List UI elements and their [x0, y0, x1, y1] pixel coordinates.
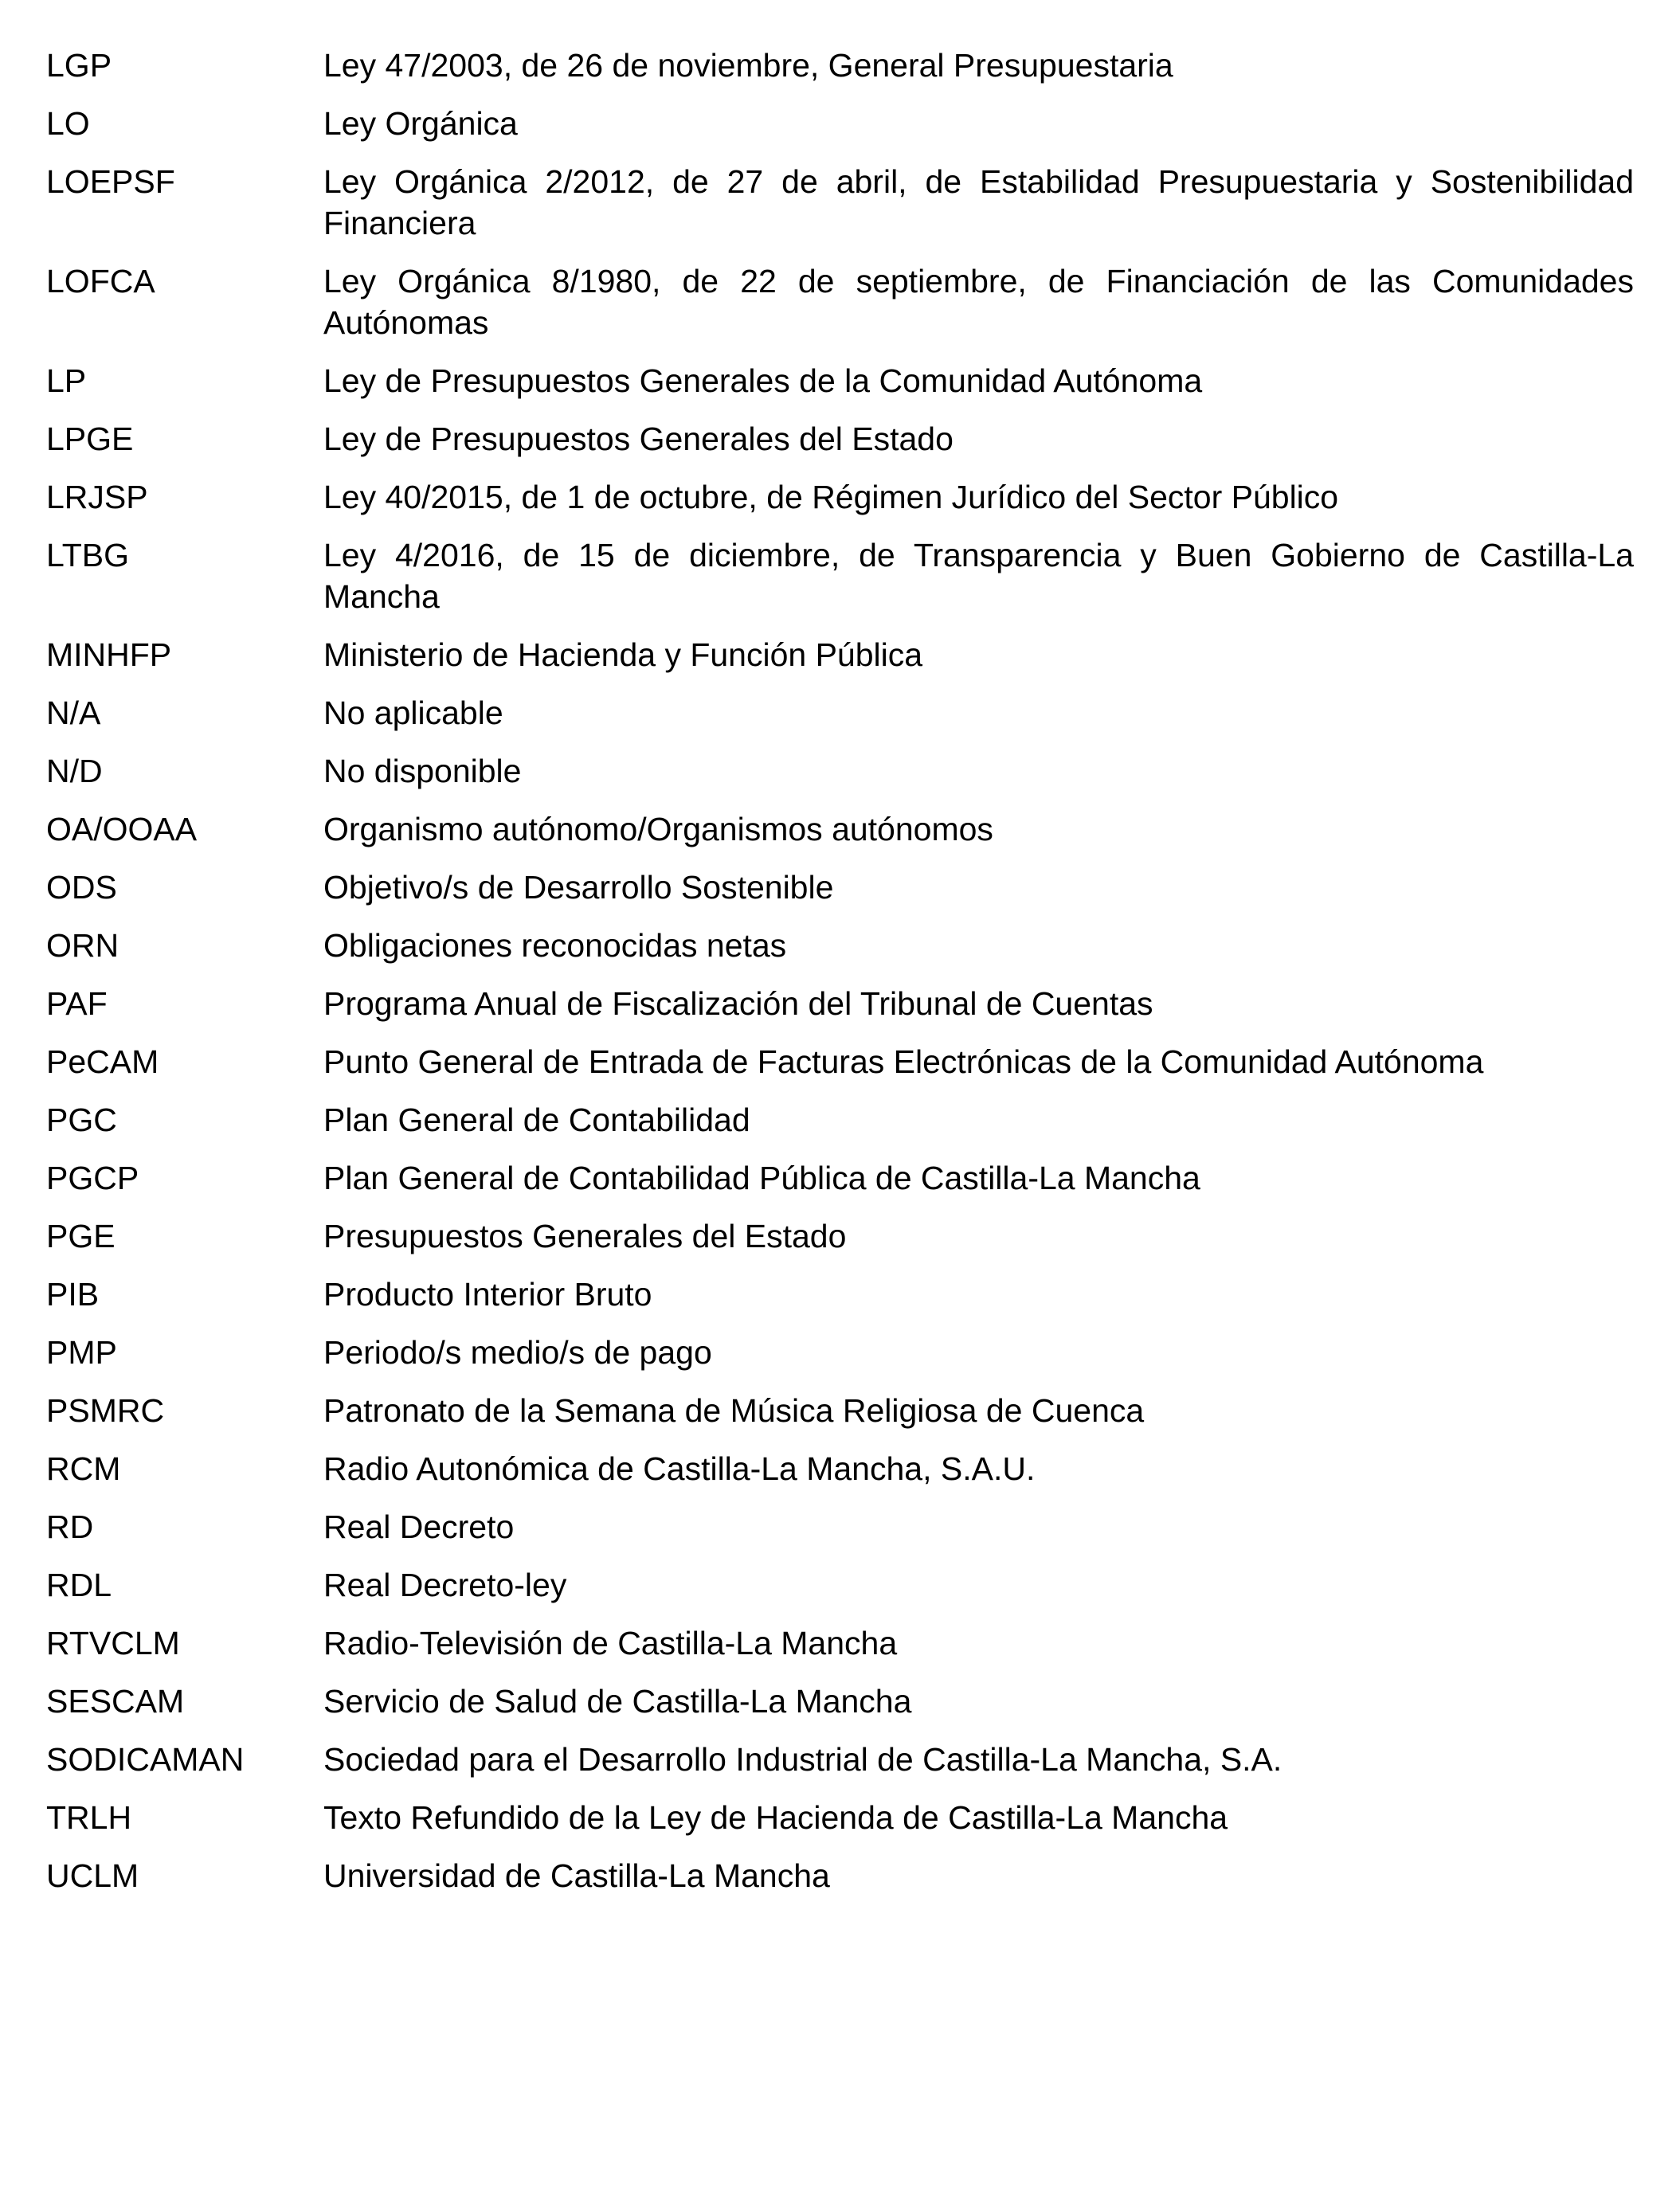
glossary-entry	[46, 1448, 1634, 1489]
glossary-entry	[46, 692, 1634, 734]
entry-abbreviation: N/D	[46, 753, 103, 789]
glossary-entry	[46, 161, 1634, 244]
entry-abbreviation: RTVCLM	[46, 1625, 180, 1661]
glossary-entry	[46, 534, 1634, 617]
entry-definition: Ley Orgánica 2/2012, de 27 de abril, de Estabilidad Presupuestaria y Sostenibilidad Financiera	[323, 163, 1634, 241]
entry-definition: Plan General de Contabilidad Pública de Castilla-La Mancha	[323, 1160, 1200, 1196]
glossary-entry	[46, 750, 1634, 792]
entry-abbreviation: LGP	[46, 47, 112, 84]
entry-abbreviation: LOEPSF	[46, 163, 175, 200]
entry-definition: Presupuestos Generales del Estado	[323, 1218, 847, 1254]
entry-abbreviation: PeCAM	[46, 1043, 159, 1080]
entry-abbreviation: ODS	[46, 869, 117, 906]
entry-abbreviation: N/A	[46, 695, 101, 731]
entry-definition: Organismo autónomo/Organismos autónomos	[323, 811, 993, 847]
glossary-entry	[46, 634, 1634, 675]
glossary-entry	[46, 808, 1634, 850]
entry-abbreviation: PAF	[46, 985, 108, 1022]
entry-definition: Punto General de Entrada de Facturas Electrónicas de la Comunidad Autónoma	[323, 1043, 1484, 1080]
entry-definition: Radio-Televisión de Castilla-La Mancha	[323, 1625, 898, 1661]
entry-definition: No disponible	[323, 753, 522, 789]
abbreviations-list	[46, 45, 1634, 1913]
glossary-entry	[46, 1739, 1634, 1780]
glossary-entry	[46, 1506, 1634, 1548]
entry-abbreviation: RCM	[46, 1450, 121, 1487]
entry-abbreviation: SODICAMAN	[46, 1741, 245, 1778]
entry-definition: Ley de Presupuestos Generales de la Comunidad Autónoma	[323, 362, 1203, 399]
glossary-entry	[46, 418, 1634, 460]
entry-definition: Patronato de la Semana de Música Religiosa de Cuenca	[323, 1392, 1145, 1429]
glossary-entry	[46, 1041, 1634, 1082]
entry-abbreviation: PMP	[46, 1334, 117, 1371]
glossary-entry	[46, 983, 1634, 1024]
entry-definition: Plan General de Contabilidad	[323, 1102, 750, 1138]
entry-abbreviation: PSMRC	[46, 1392, 165, 1429]
entry-abbreviation: LTBG	[46, 537, 130, 573]
entry-definition: Servicio de Salud de Castilla-La Mancha	[323, 1683, 912, 1720]
glossary-entry	[46, 1681, 1634, 1722]
entry-definition: No aplicable	[323, 695, 503, 731]
entry-abbreviation: LO	[46, 105, 90, 142]
entry-abbreviation: LOFCA	[46, 263, 155, 299]
entry-definition: Real Decreto	[323, 1509, 515, 1545]
glossary-entry	[46, 925, 1634, 966]
entry-abbreviation: RD	[46, 1509, 94, 1545]
glossary-entry	[46, 45, 1634, 86]
entry-definition: Real Decreto-ley	[323, 1567, 567, 1603]
entry-definition: Sociedad para el Desarrollo Industrial de Castilla-La Mancha, S.A.	[323, 1741, 1283, 1778]
entry-definition: Programa Anual de Fiscalización del Tribunal de Cuentas	[323, 985, 1153, 1022]
entry-definition: Universidad de Castilla-La Mancha	[323, 1857, 830, 1894]
entry-abbreviation: SESCAM	[46, 1683, 185, 1720]
entry-definition: Ley Orgánica	[323, 105, 518, 142]
entry-abbreviation: PGE	[46, 1218, 116, 1254]
entry-definition: Objetivo/s de Desarrollo Sostenible	[323, 869, 834, 906]
glossary-entry	[46, 260, 1634, 343]
entry-abbreviation: PGCP	[46, 1160, 139, 1196]
entry-abbreviation: PGC	[46, 1102, 117, 1138]
entry-definition: Ley Orgánica 8/1980, de 22 de septiembre, de Financiación de las Comunidades Autónomas	[323, 263, 1634, 341]
glossary-entry	[46, 1274, 1634, 1315]
entry-abbreviation: TRLH	[46, 1799, 132, 1836]
entry-abbreviation: LPGE	[46, 421, 134, 457]
glossary-entry	[46, 1855, 1634, 1896]
entry-abbreviation: MINHFP	[46, 636, 172, 673]
glossary-entry	[46, 1390, 1634, 1431]
entry-abbreviation: LP	[46, 362, 87, 399]
glossary-entry	[46, 476, 1634, 518]
entry-definition: Periodo/s medio/s de pago	[323, 1334, 712, 1371]
entry-definition: Radio Autonómica de Castilla-La Mancha, S.A.U.	[323, 1450, 1036, 1487]
entry-abbreviation: OA/OOAA	[46, 811, 198, 847]
glossary-entry	[46, 360, 1634, 401]
glossary-entry	[46, 1332, 1634, 1373]
glossary-entry	[46, 103, 1634, 144]
entry-definition: Texto Refundido de la Ley de Hacienda de Castilla-La Mancha	[323, 1799, 1228, 1836]
entry-definition: Ley 4/2016, de 15 de diciembre, de Transparencia y Buen Gobierno de Castilla-La Mancha	[323, 537, 1634, 615]
glossary-entry	[46, 1157, 1634, 1199]
entry-abbreviation: RDL	[46, 1567, 112, 1603]
entry-definition: Ley de Presupuestos Generales del Estado	[323, 421, 954, 457]
glossary-entry	[46, 1215, 1634, 1257]
entry-definition: Ministerio de Hacienda y Función Pública	[323, 636, 923, 673]
glossary-entry	[46, 1099, 1634, 1141]
entry-definition: Producto Interior Bruto	[323, 1276, 652, 1313]
entry-definition: Ley 40/2015, de 1 de octubre, de Régimen Jurídico del Sector Público	[323, 479, 1339, 515]
entry-definition: Obligaciones reconocidas netas	[323, 927, 787, 964]
entry-abbreviation: PIB	[46, 1276, 100, 1313]
entry-abbreviation: UCLM	[46, 1857, 139, 1894]
glossary-entry	[46, 1564, 1634, 1606]
entry-definition: Ley 47/2003, de 26 de noviembre, General Presupuestaria	[323, 47, 1173, 84]
glossary-entry	[46, 1622, 1634, 1664]
entry-abbreviation: LRJSP	[46, 479, 148, 515]
glossary-entry	[46, 1797, 1634, 1838]
glossary-entry	[46, 867, 1634, 908]
entry-abbreviation: ORN	[46, 927, 119, 964]
